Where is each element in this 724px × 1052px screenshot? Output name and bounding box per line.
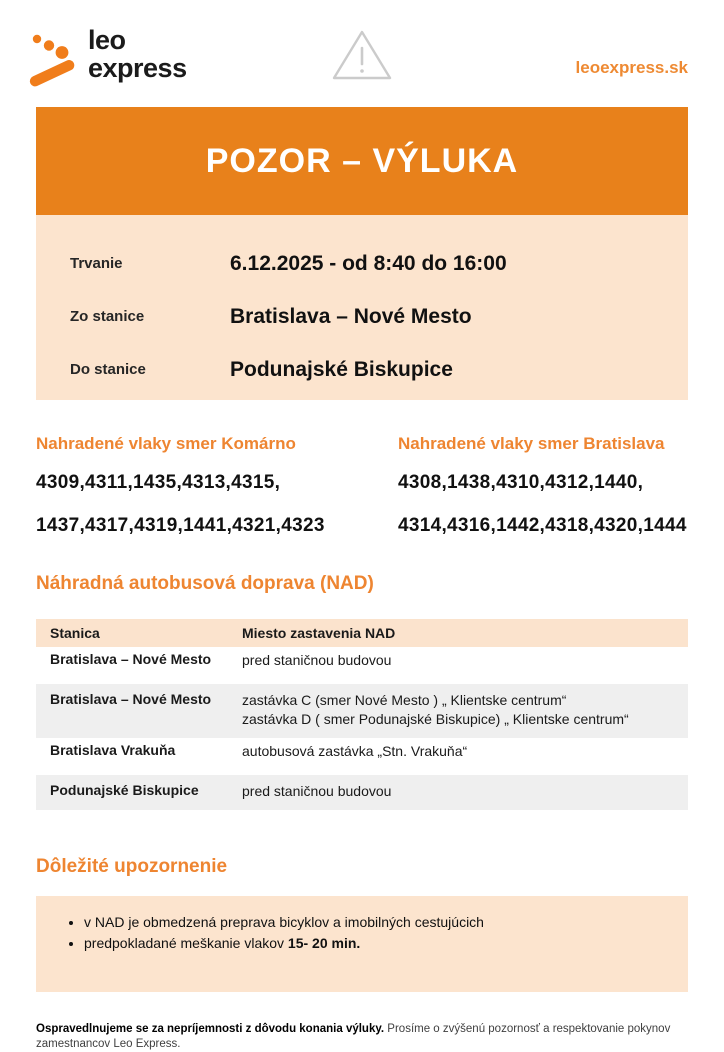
train-numbers-line: 4308,1438,4310,4312,1440, — [398, 472, 644, 493]
train-numbers-line: 4314,4316,1442,4318,4320,1444 — [398, 515, 687, 536]
place-cell: zastávka C (smer Nové Mesto ) „ Klientske centrum“ zastávka D ( smer Podunajské Biskupice) „ Klientske centrum“ — [242, 692, 629, 727]
trains-column-title: Nahradené vlaky smer Komárno — [36, 434, 296, 453]
header — [0, 0, 724, 107]
leo-express-logo-icon — [28, 24, 82, 86]
detail-value: Podunajské Biskupice — [230, 357, 453, 381]
detail-label: Zo stanice — [70, 308, 145, 325]
nad-col-header-station: Stanica — [50, 625, 100, 641]
nad-section — [36, 573, 688, 810]
footer-apology-text: Ospravedlnujeme se za nepríjemnosti z dôvodu konania výluky. — [36, 1023, 385, 1035]
replaced-trains-section — [36, 434, 688, 537]
station-cell: Bratislava – Nové Mesto — [50, 651, 212, 667]
notice-heading: Dôležité upozornenie — [36, 856, 228, 877]
alert-banner — [36, 107, 688, 215]
place-cell: pred staničnou budovou — [242, 783, 392, 799]
detail-row-to-station — [70, 343, 688, 396]
train-numbers-line: 4309,4311,1435,4313,4315, — [36, 472, 281, 493]
table-row — [36, 647, 688, 674]
nad-col-header-place: Miesto zastavenia NAD — [242, 625, 396, 641]
leo-express-logo — [28, 24, 187, 86]
notice-box — [36, 896, 688, 992]
logo-word-leo: leo — [88, 25, 126, 55]
detail-value: Bratislava – Nové Mesto — [230, 304, 472, 328]
website-link[interactable]: leoexpress.sk — [575, 58, 688, 77]
detail-value: 6.12.2025 - od 8:40 do 16:00 — [230, 251, 507, 275]
warning-triangle-icon — [328, 28, 396, 87]
notice-bullet: • predpokladané meškanie vlakov 15- 20 min. — [84, 933, 668, 954]
place-cell: autobusová zastávka „Stn. Vrakuňa“ — [242, 743, 468, 759]
trains-column-title: Nahradené vlaky smer Bratislava — [398, 434, 665, 453]
station-cell: Bratislava – Nové Mesto — [50, 691, 212, 707]
detail-row-duration — [70, 237, 688, 290]
nad-table — [36, 619, 688, 810]
nad-table-header-row — [36, 619, 688, 647]
trains-column-bratislava — [398, 434, 688, 537]
table-row — [36, 684, 688, 738]
notice-bullet: • v NAD je obmedzená preprava bicyklov a imobilných cestujúcich — [84, 912, 668, 933]
trains-column-komarno — [36, 434, 398, 537]
page-footer — [36, 1022, 688, 1052]
important-notice-section — [36, 856, 688, 992]
detail-row-from-station — [70, 290, 688, 343]
train-numbers-line: 1437,4317,4319,1441,4321,4323 — [36, 515, 325, 536]
station-cell: Bratislava Vrakuňa — [50, 742, 176, 758]
place-cell: pred staničnou budovou — [242, 652, 392, 668]
station-cell: Podunajské Biskupice — [50, 782, 199, 798]
nad-heading: Náhradná autobusová doprava (NAD) — [36, 573, 374, 594]
banner-title: POZOR – VÝLUKA — [205, 141, 519, 180]
table-row — [36, 775, 688, 810]
details-panel — [36, 215, 688, 400]
detail-label: Do stanice — [70, 361, 146, 378]
detail-label: Trvanie — [70, 255, 123, 272]
logo-wordmark — [88, 26, 187, 82]
table-row — [36, 738, 688, 765]
logo-word-express: express — [88, 53, 187, 83]
footer-instruction-text: Prosíme o zvýšenú pozornosť a respektovanie pokynov zamestnancov Leo Express. — [36, 1023, 671, 1050]
